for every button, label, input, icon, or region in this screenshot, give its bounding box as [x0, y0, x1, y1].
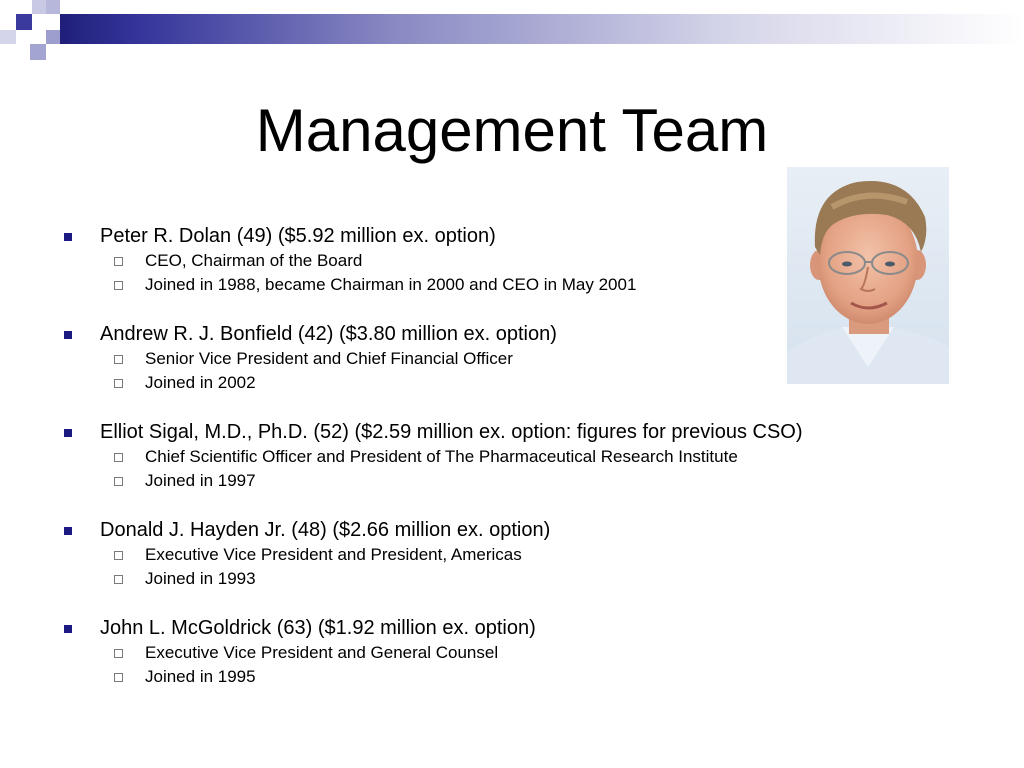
hollow-square-bullet-icon — [114, 477, 123, 486]
hollow-square-bullet-icon — [114, 453, 123, 462]
square-bullet-icon — [64, 527, 72, 535]
detail-text: Joined in 1988, became Chairman in 2000 and CEO in May 2001 — [145, 275, 637, 294]
person-headline-row — [62, 321, 962, 347]
hollow-square-bullet-icon — [114, 379, 123, 388]
square-bullet-icon — [64, 233, 72, 241]
list-item — [62, 419, 962, 493]
detail-text: Chief Scientific Officer and President of The Pharmaceutical Research Institute — [145, 447, 738, 466]
decor-square — [46, 0, 60, 14]
detail-item — [62, 249, 962, 273]
detail-item — [62, 273, 962, 297]
person-headline-row — [62, 517, 962, 543]
header-gradient-bar — [60, 14, 1024, 44]
slide-title: Management Team — [255, 97, 769, 164]
decor-square — [46, 30, 60, 44]
detail-text: Joined in 1997 — [145, 471, 256, 490]
list-item — [62, 321, 962, 395]
person-details — [62, 249, 962, 297]
person-headline-row — [62, 419, 962, 445]
person-headline: John L. McGoldrick (63) ($1.92 million ex. option) — [100, 617, 536, 639]
person-headline: Elliot Sigal, M.D., Ph.D. (52) ($2.59 million ex. option: figures for previous CSO) — [100, 421, 803, 443]
hollow-square-bullet-icon — [114, 673, 123, 682]
detail-text: Executive Vice President and President, Americas — [145, 545, 522, 564]
detail-item — [62, 543, 962, 567]
detail-item — [62, 469, 962, 493]
detail-item — [62, 665, 962, 689]
person-headline-row — [62, 223, 962, 249]
detail-text: Joined in 2002 — [145, 373, 256, 392]
list-item — [62, 615, 962, 689]
decor-square — [0, 30, 16, 44]
management-list — [62, 223, 962, 713]
hollow-square-bullet-icon — [114, 551, 123, 560]
hollow-square-bullet-icon — [114, 575, 123, 584]
square-bullet-icon — [64, 625, 72, 633]
person-headline: Andrew R. J. Bonfield (42) ($3.80 million ex. option) — [100, 323, 557, 345]
decor-square — [30, 44, 46, 60]
person-headline: Peter R. Dolan (49) ($5.92 million ex. option) — [100, 225, 496, 247]
hollow-square-bullet-icon — [114, 281, 123, 290]
detail-item — [62, 371, 962, 395]
square-bullet-icon — [64, 331, 72, 339]
hollow-square-bullet-icon — [114, 257, 123, 266]
person-headline-row — [62, 615, 962, 641]
person-details — [62, 445, 962, 493]
detail-text: Executive Vice President and General Counsel — [145, 643, 499, 662]
decor-square — [0, 0, 16, 16]
list-item — [62, 517, 962, 591]
detail-text: Senior Vice President and Chief Financial Officer — [145, 349, 513, 368]
hollow-square-bullet-icon — [114, 355, 123, 364]
person-details — [62, 641, 962, 689]
list-item — [62, 223, 962, 297]
detail-item — [62, 567, 962, 591]
detail-item — [62, 641, 962, 665]
hollow-square-bullet-icon — [114, 649, 123, 658]
detail-item — [62, 347, 962, 371]
detail-item — [62, 445, 962, 469]
square-bullet-icon — [64, 429, 72, 437]
person-headline: Donald J. Hayden Jr. (48) ($2.66 million ex. option) — [100, 519, 551, 541]
decor-square — [16, 14, 32, 30]
decor-square — [32, 0, 46, 14]
detail-text: Joined in 1995 — [145, 667, 256, 686]
decor-square — [32, 14, 60, 30]
detail-text: Joined in 1993 — [145, 569, 256, 588]
person-details — [62, 347, 962, 395]
detail-text: CEO, Chairman of the Board — [145, 251, 363, 270]
person-details — [62, 543, 962, 591]
